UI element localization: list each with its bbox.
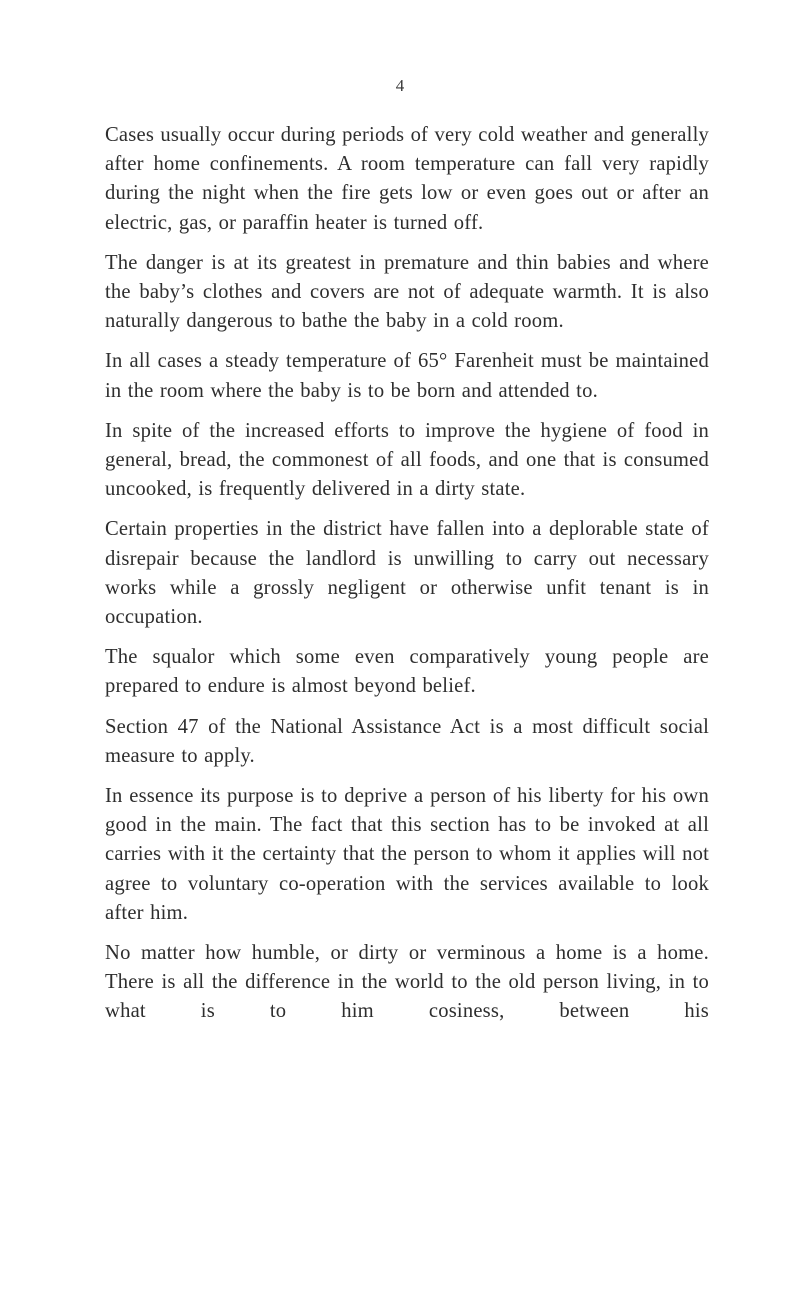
page-number: 4	[395, 76, 405, 95]
paragraph-danger-babies: The danger is at its greatest in premature and thin babies and where the baby’s clothes and covers are not of adequate warmth. It is also naturally dangerous to bathe the baby in a cold room.	[105, 251, 709, 333]
paragraph-home: No matter how humble, or dirty or verminous a home is a home. There is all the difference in the world to the old person living, in to what is to him cosiness, between his	[105, 942, 709, 1023]
paragraph-squalor: The squalor which some even comparatively young people are prepared to endure is almost beyond belief.	[105, 646, 709, 698]
paragraph-disrepair: Certain properties in the district have fallen into a deplorable state of disrepair because the landlord is unwilling to carry out necessary works while a grossly negligent or otherwise unfit tenant is in occupation.	[105, 518, 709, 629]
paragraph-steady-temperature: In all cases a steady temperature of 65° Farenheit must be maintained in the room where the baby is to be born and attended to.	[105, 350, 709, 402]
paragraph-bread-hygiene: In spite of the increased efforts to improve the hygiene of food in general, bread, the commonest of all foods, and one that is consumed uncooked, is frequently delivered in a dirty state.	[105, 419, 709, 501]
paragraph-essence-purpose: In essence its purpose is to deprive a person of his liberty for his own good in the main. The fact that this section has to be invoked at all carries with it the certainty that the person to whom it applies will not agree to voluntary co-operation with the services available to look after him.	[105, 785, 709, 924]
paragraph-cold-weather: Cases usually occur during periods of very cold weather and generally after home confinements. A room temperature can fall very rapidly during the night when the fire gets low or even goes out or after an electric, gas, or paraffin heater is turned off.	[105, 124, 709, 234]
body-text	[105, 121, 709, 1038]
paragraph-section-47: Section 47 of the National Assistance Act is a most difficult social measure to apply.	[105, 715, 709, 767]
